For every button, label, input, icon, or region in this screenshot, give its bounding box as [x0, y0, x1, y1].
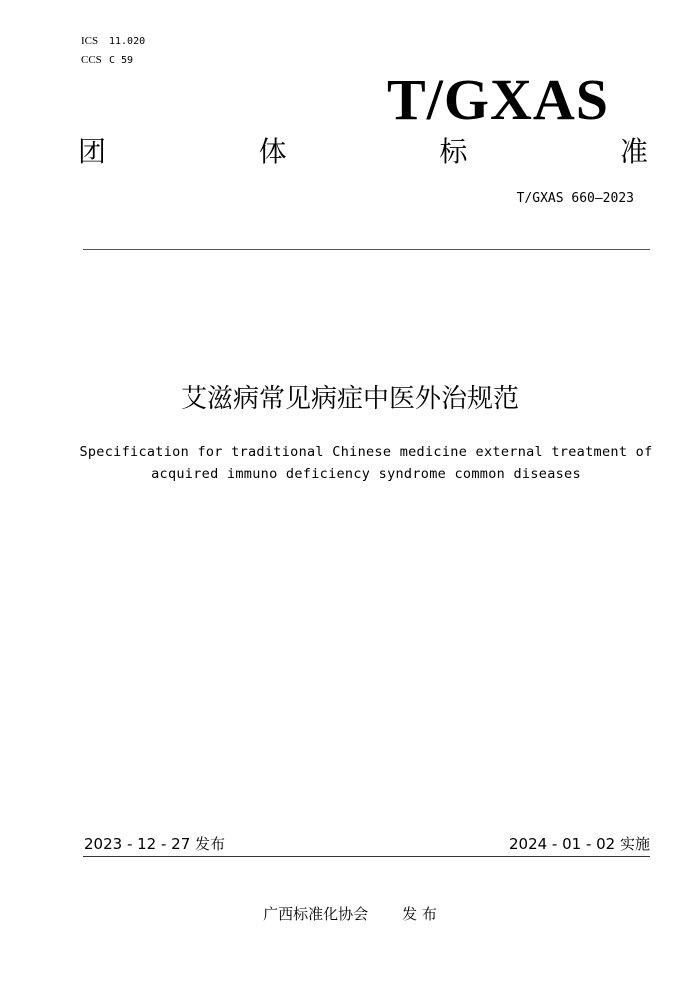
ccs-label: CCS	[81, 54, 102, 66]
standard-type-char: 体	[258, 135, 287, 168]
standard-logo: T/GXAS	[387, 67, 609, 132]
publisher-organization: 广西标准化协会	[263, 905, 369, 923]
standard-number: T/GXAS 660—2023	[516, 191, 634, 206]
publisher	[0, 903, 700, 925]
title-chinese: 艾滋病常见病症中医外治规范	[180, 384, 519, 414]
publisher-action: 发 布	[402, 905, 437, 923]
standard-type-char: 团	[78, 135, 107, 168]
ics-label: ICS	[81, 35, 99, 47]
issue-date: 2023 - 12 - 27 发布	[84, 835, 226, 853]
standard-type	[78, 134, 648, 170]
footer-divider	[83, 856, 650, 857]
ccs-value: C 59	[109, 55, 134, 66]
header-divider	[83, 249, 650, 250]
title-english-line: Specification for traditional Chinese medicine external treatment of	[79, 444, 653, 460]
ics-value: 11.020	[109, 36, 146, 47]
standard-type-char: 标	[439, 135, 468, 168]
title-english-line: acquired immuno deficiency syndrome common diseases	[151, 466, 581, 482]
ccs-code	[81, 52, 133, 69]
standard-type-char: 准	[619, 135, 648, 168]
title-english	[40, 441, 692, 485]
implementation-date: 2024 - 01 - 02 实施	[508, 835, 650, 853]
ics-code	[81, 33, 145, 50]
